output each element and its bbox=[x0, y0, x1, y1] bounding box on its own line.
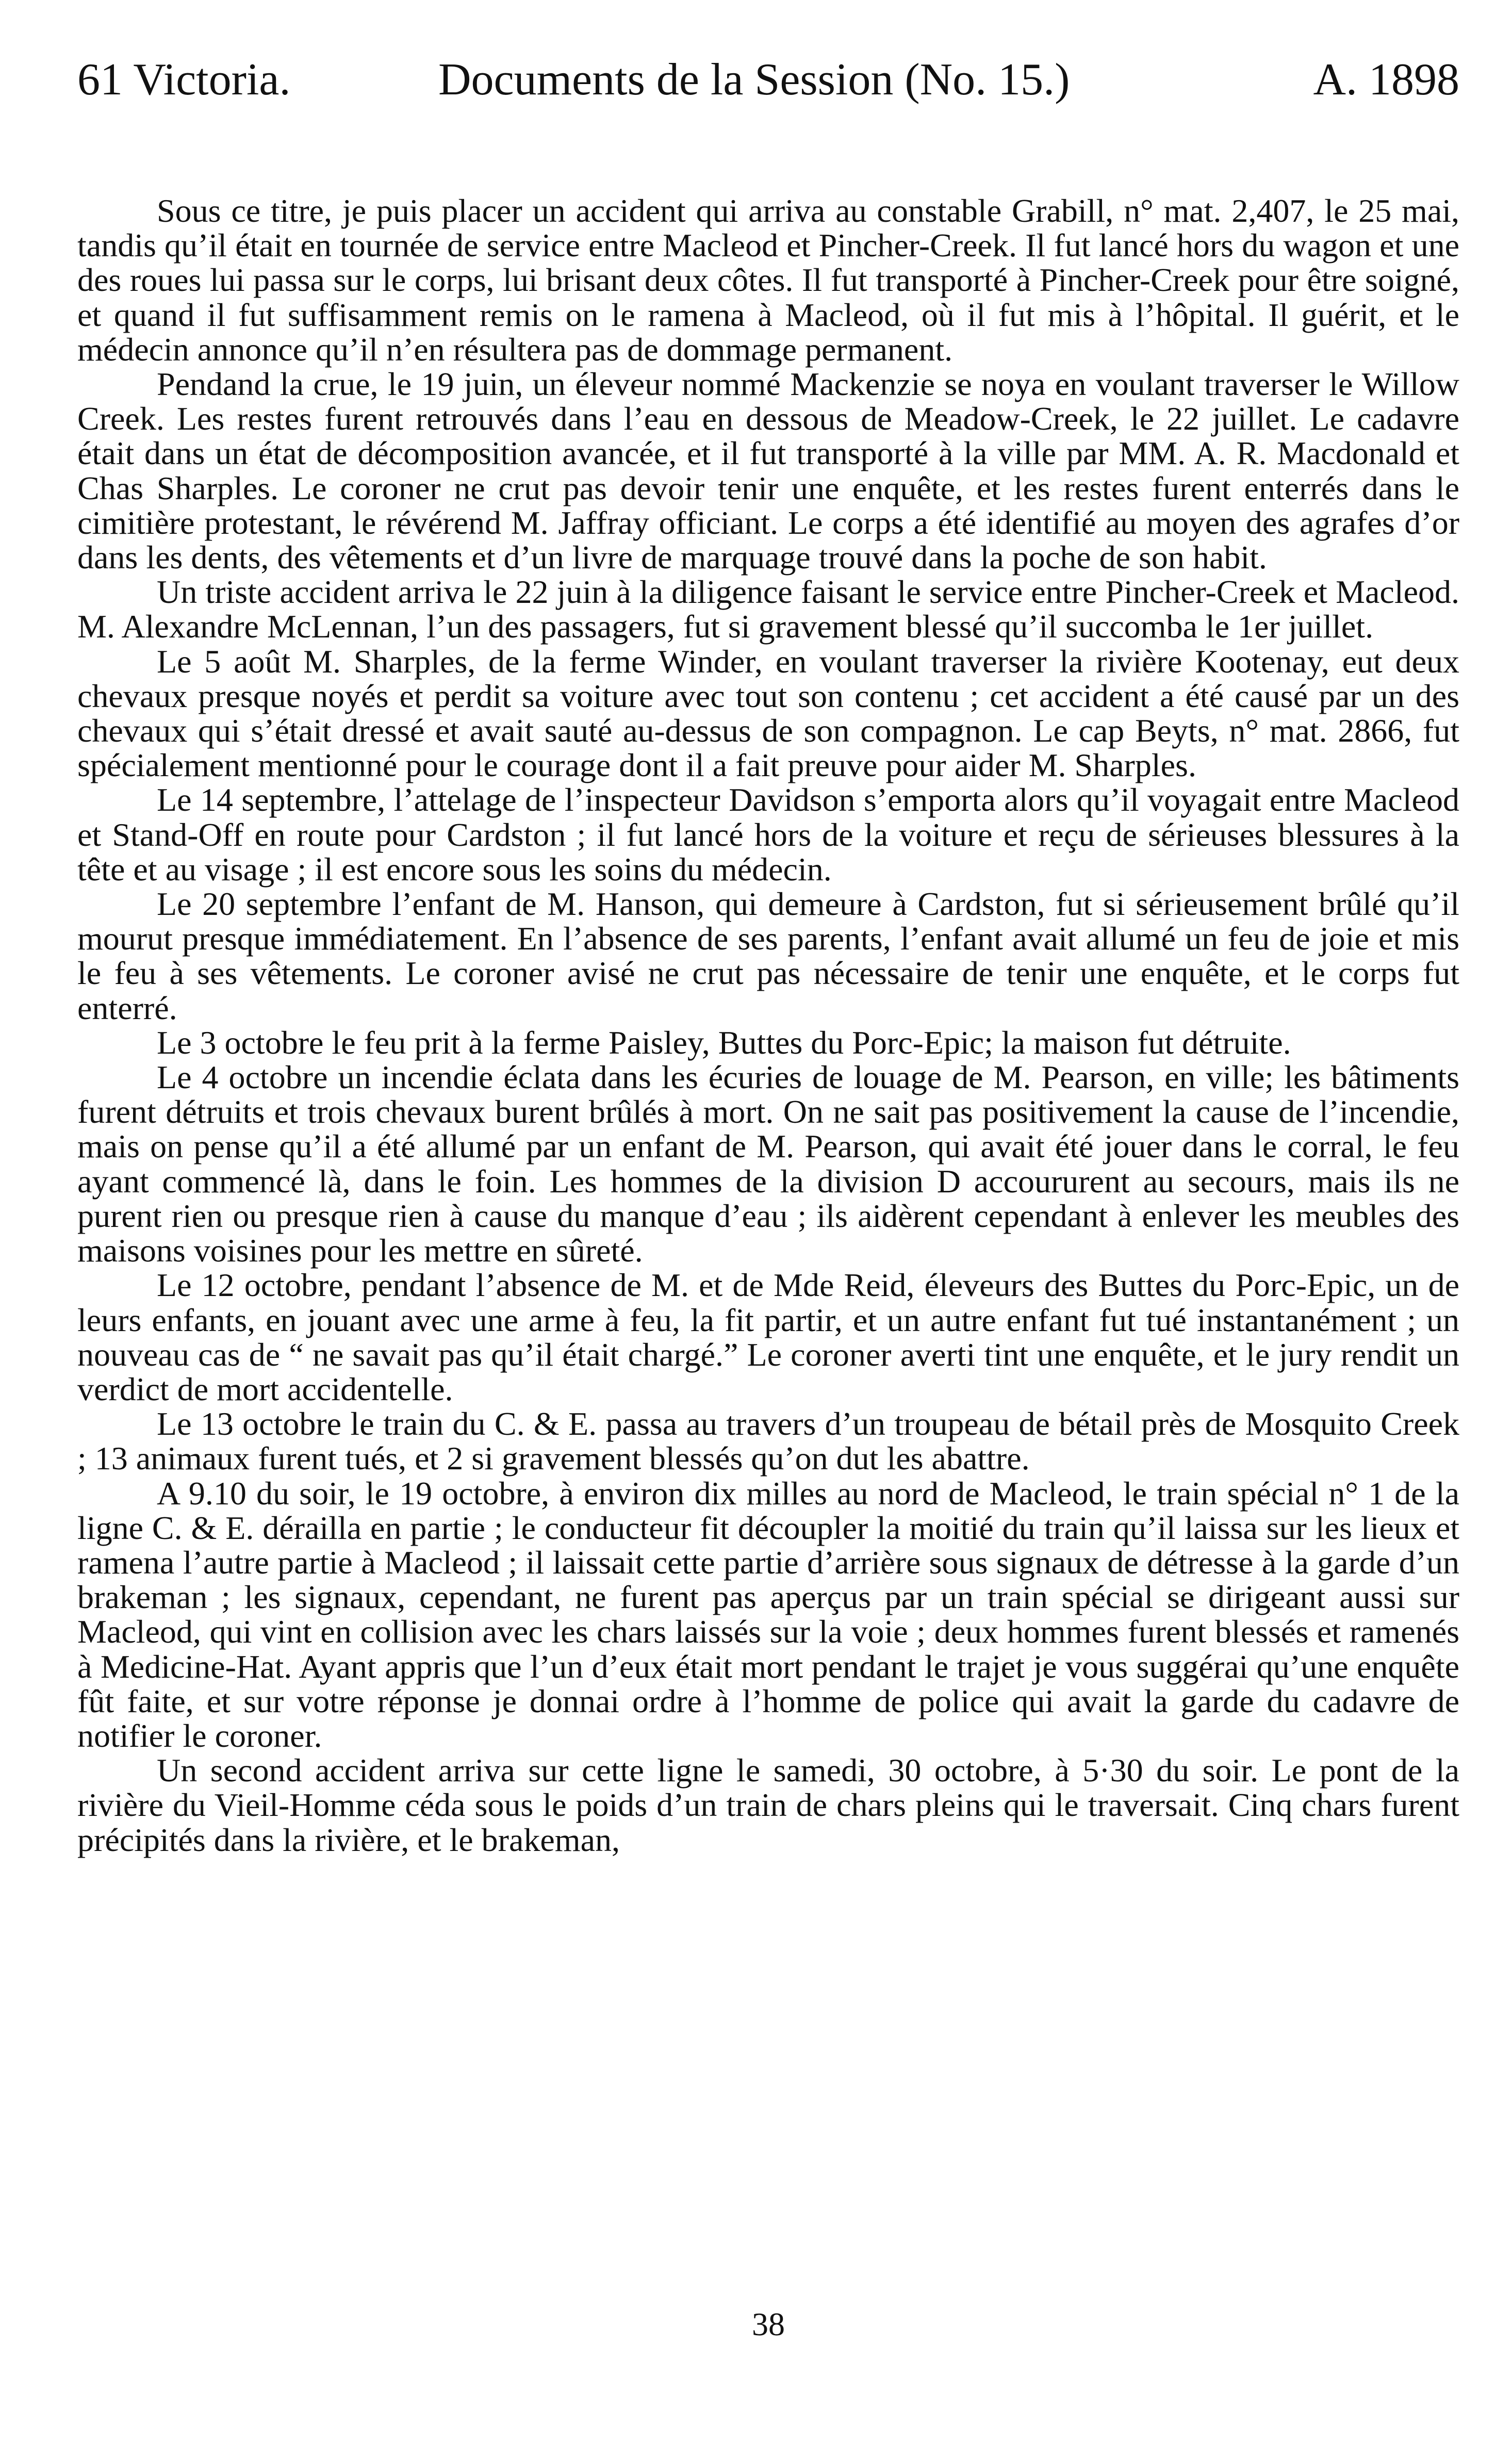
paragraph: Sous ce titre, je puis placer un accident qui arriva au constable Grabill, n° mat. 2,407, le 25 mai, tandis qu’il était en tournée de service entre Macleod et Pincher-Creek. Il fut lancé hors du wagon et une des roues lui passa sur le corps, lui brisant deux côtes. Il fut transporté à Pincher-Creek pour être soigné, et quand il fut suffisamment remis on le ramena à Macleod, où il fut mis à l’hôpital. Il guérit, et le médecin annonce qu’il n’en résultera pas de dommage permanent. bbox=[77, 192, 1459, 368]
running-header bbox=[77, 41, 1459, 119]
paragraph: Le 5 août M. Sharples, de la ferme Winder, en voulant traverser la rivière Kootenay, eut deux chevaux presque noyés et perdit sa voiture avec tout son contenu ; cet accident a été causé par un des chevaux qui s’était dressé et avait sauté au-dessus de son compagnon. Le cap Beyts, n° mat. 2866, fut spécialement mentionné pour le courage dont il a fait preuve pour aider M. Sharples. bbox=[77, 643, 1459, 784]
report-body bbox=[77, 193, 1459, 1857]
header-year: A. 1898 bbox=[1313, 55, 1459, 105]
paragraph: Le 12 octobre, pendant l’absence de M. et de Mde Reid, éleveurs des Buttes du Porc-Epic, un de leurs enfants, en jouant avec une arme à feu, la fit partir, et un autre enfant fut tué instantanément ; un nouveau cas de “ ne savait pas qu’il était chargé.” Le coroner averti tint une enquête, et le jury rendit un verdict de mort accidentelle. bbox=[77, 1267, 1459, 1407]
page-number: 38 bbox=[752, 2306, 785, 2342]
document-page bbox=[77, 41, 1459, 2414]
paragraph: Le 3 octobre le feu prit à la ferme Paisley, Buttes du Porc-Epic; la maison fut détruite. bbox=[157, 1024, 1291, 1061]
paragraph: Pendand la crue, le 19 juin, un éleveur nommé Mackenzie se noya en voulant traverser le Willow Creek. Les restes furent retrouvés dans l’eau en dessous de Meadow-Creek, le 22 juillet. Le cadavre était dans un état de décomposition avancée, et il fut transporté à la ville par MM. A. R. Macdonald et Chas Sharples. Le coroner ne crut pas devoir tenir une enquête, et les restes furent enterrés dans le cimitière protestant, le révérend M. Jaffray officiant. Le corps a été identifié au moyen des agrafes d’or dans les dents, des vêtements et d’un livre de marquage trouvé dans la poche de son habit. bbox=[77, 366, 1459, 576]
paragraph: Le 13 octobre le train du C. & E. passa au travers d’un troupeau de bétail près de Mosquito Creek ; 13 animaux furent tués, et 2 si gravement blessés qu’on dut les abattre. bbox=[77, 1405, 1459, 1477]
header-document-title: Documents de la Session (No. 15.) bbox=[438, 55, 1070, 105]
paragraph: Un triste accident arriva le 22 juin à la diligence faisant le service entre Pincher-Creek et Macleod. M. Alexandre McLennan, l’un des passagers, fut si gravement blessé qu’il succomba le 1er juillet. bbox=[77, 573, 1459, 645]
header-session-year: 61 Victoria. bbox=[77, 55, 291, 105]
paragraph: A 9.10 du soir, le 19 octobre, à environ dix milles au nord de Macleod, le train spécial n° 1 de la ligne C. & E. dérailla en partie ; le conducteur fit découpler la moitié du train qu’il laissa sur les lieux et ramena l’autre partie à Macleod ; il laissait cette partie d’arrière sous signaux de détresse à la garde d’un brakeman ; les signaux, cependant, ne furent pas aperçus par un train spécial se dirigeant aussi sur Macleod, qui vint en collision avec les chars laissés sur la voie ; deux hommes furent blessés et ramenés à Medicine-Hat. Ayant appris que l’un d’eux était mort pendant le trajet je vous suggérai qu’une enquête fût faite, et sur votre réponse je donnai ordre à l’homme de police qui avait la garde du cadavre de notifier le coroner. bbox=[77, 1474, 1459, 1754]
paragraph: Le 14 septembre, l’attelage de l’inspecteur Davidson s’emporta alors qu’il voyagait entre Macleod et Stand-Off en route pour Cardston ; il fut lancé hors de la voiture et reçu de sérieuses blessures à la tête et au visage ; il est encore sous les soins du médecin. bbox=[77, 781, 1459, 888]
paragraph: Le 4 octobre un incendie éclata dans les écuries de louage de M. Pearson, en ville; les bâtiments furent détruits et trois chevaux burent brûlés à mort. On ne sait pas positivement la cause de l’incendie, mais on pense qu’il a été allumé par un enfant de M. Pearson, qui avait été jouer dans le corral, le feu ayant commencé là, dans le foin. Les hommes de la division D accoururent au secours, mais ils ne purent rien ou presque rien à cause du manque d’eau ; ils aidèrent cependant à enlever les meubles des maisons voisines pour les mettre en sûreté. bbox=[77, 1059, 1459, 1269]
paragraph: Le 20 septembre l’enfant de M. Hanson, qui demeure à Cardston, fut si sérieusement brûlé qu’il mourut presque immédiatement. En l’absence de ses parents, l’enfant avait allumé un feu de joie et mis le feu à ses vêtements. Le coroner avisé ne crut pas nécessaire de tenir une enquête, et le corps fut enterré. bbox=[77, 886, 1459, 1026]
paragraph: Un second accident arriva sur cette ligne le samedi, 30 octobre, à 5·30 du soir. Le pont de la rivière du Vieil-Homme céda sous le poids d’un train de chars pleins qui le traversait. Cinq chars furent précipités dans la rivière, et le brakeman, bbox=[77, 1752, 1459, 1858]
